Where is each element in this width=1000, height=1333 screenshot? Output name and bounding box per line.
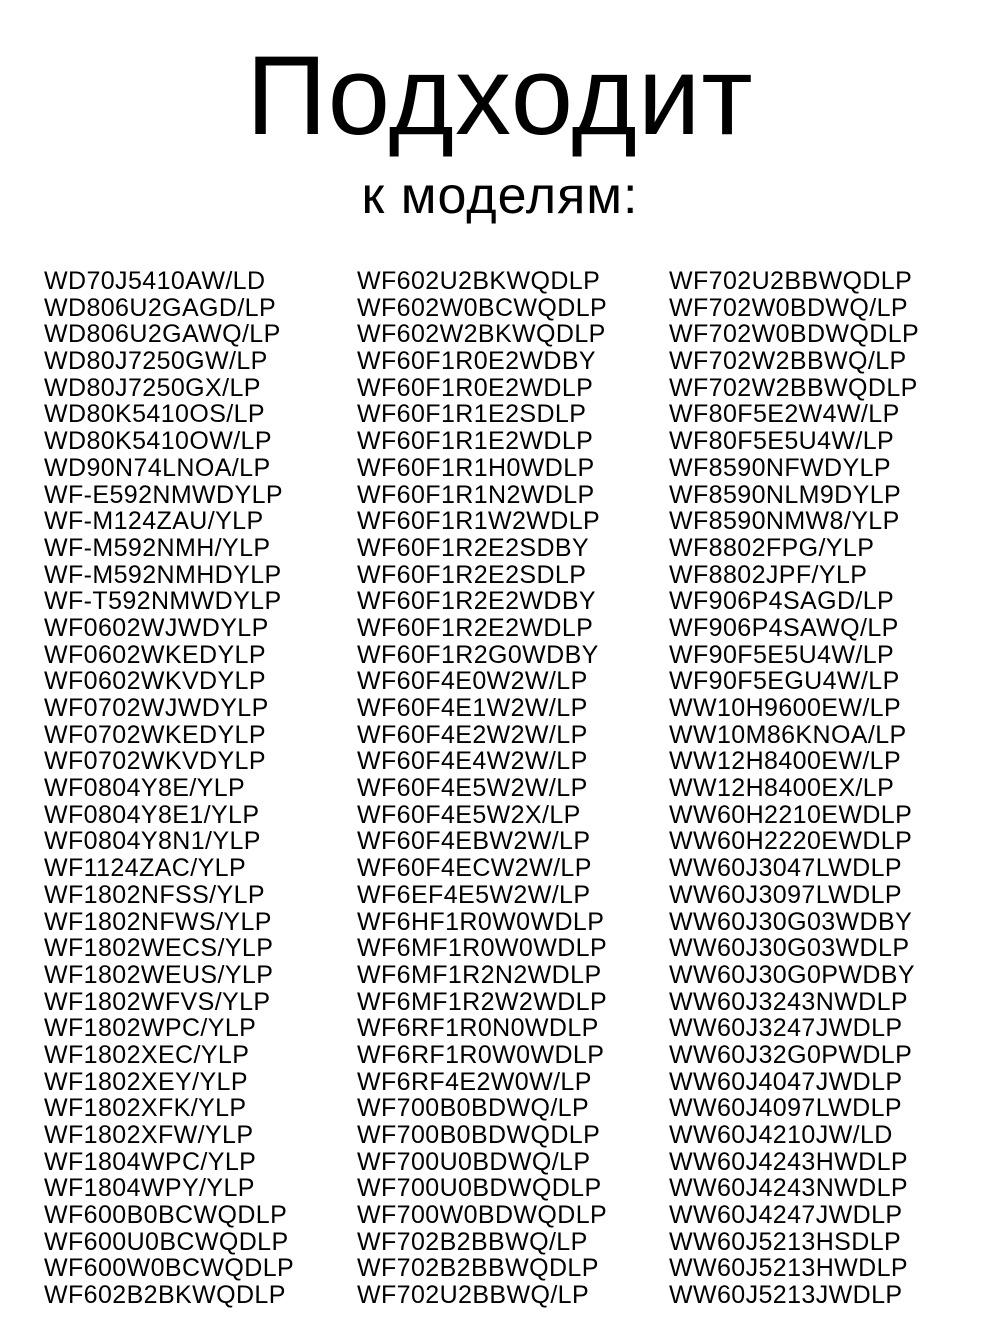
model-item: WF6MF1R0W0WDLP xyxy=(357,934,608,963)
model-item: WF60F1R0E2WDLP xyxy=(357,373,594,402)
model-item: WF702B2BBWQ/LP xyxy=(357,1227,588,1256)
model-item: WF1804WPY/YLP xyxy=(44,1174,255,1203)
model-item: WW60J5213HSDLP xyxy=(669,1227,902,1256)
model-item: WF700W0BDWQDLP xyxy=(357,1201,608,1230)
model-item: WW60H2210EWDLP xyxy=(669,800,913,829)
model-item: WF0602WJWDYLP xyxy=(44,613,269,642)
model-item: WF60F1R1E2WDLP xyxy=(357,427,594,456)
model-item: WF60F4E1W2W/LP xyxy=(357,694,588,722)
model-item: WF6RF1R0W0WDLP xyxy=(357,1040,605,1069)
model-item: WF6MF1R2W2WDLP xyxy=(357,987,608,1016)
model-item: WF0804Y8E1/YLP xyxy=(44,800,260,829)
model-item: WF60F1R1H0WDLP xyxy=(357,453,595,482)
model-item: WF702U2BBWQ/LP xyxy=(357,1281,590,1310)
model-item: WF700B0BDWQ/LP xyxy=(357,1094,590,1123)
model-item: WF6EF4E5W2W/LP xyxy=(357,880,591,909)
model-item: WD80K5410OW/LP xyxy=(44,427,272,456)
model-item: WF1802XFW/YLP xyxy=(44,1121,254,1149)
model-item: WF906P4SAWQ/LP xyxy=(669,613,899,642)
model-item: WF702W0BDWQ/LP xyxy=(669,293,908,322)
model-item: WW60J3247JWDLP xyxy=(669,1014,903,1043)
model-item: WF0702WKEDYLP xyxy=(44,720,266,749)
model-item: WF6RF1R0N0WDLP xyxy=(357,1014,599,1043)
model-item: WF8590NLM9DYLP xyxy=(669,480,902,509)
model-item: WF-M592NMH/YLP xyxy=(44,533,271,562)
model-item: WW60J4047JWDLP xyxy=(669,1067,903,1096)
model-item: WF8590NFWDYLP xyxy=(669,453,891,482)
model-item: WF1802WPC/YLP xyxy=(44,1014,257,1043)
model-item: WF0702WJWDYLP xyxy=(44,694,269,722)
model-item: WF60F4E5W2W/LP xyxy=(357,774,588,803)
model-item: WW60J30G0PWDBY xyxy=(669,960,915,989)
model-item: WW12H8400EW/LP xyxy=(669,747,902,776)
model-item: WF702W2BBWQDLP xyxy=(669,373,918,402)
model-item: WF-M592NMHDYLP xyxy=(44,560,282,589)
model-item: WW12H8400EX/LP xyxy=(669,774,895,803)
model-item: WD70J5410AW/LD xyxy=(44,267,266,295)
model-item: WF1802NFWS/YLP xyxy=(44,907,272,936)
model-item: WF60F4E2W2W/LP xyxy=(357,720,588,749)
model-item: WW60J3047LWDLP xyxy=(669,854,902,883)
model-column-1 xyxy=(44,268,294,1309)
model-item: WF90F5EGU4W/LP xyxy=(669,667,900,696)
model-item: WF0602WKEDYLP xyxy=(44,640,266,669)
model-item: WF90F5E5U4W/LP xyxy=(669,640,895,669)
model-item: WF60F1R2E2WDLP xyxy=(357,613,594,642)
page-subtitle: к моделям: xyxy=(361,167,639,225)
model-item: WF700U0BDWQDLP xyxy=(357,1174,602,1203)
model-item: WF1124ZAC/YLP xyxy=(44,854,247,883)
model-item: WF8802FPG/YLP xyxy=(669,533,875,562)
model-item: WF600B0BCWQDLP xyxy=(44,1201,288,1230)
model-item: WF702W0BDWQDLP xyxy=(669,320,920,349)
model-item: WF602B2BKWQDLP xyxy=(44,1281,286,1310)
model-item: WF600W0BCWQDLP xyxy=(44,1254,295,1283)
model-item: WF702W2BBWQ/LP xyxy=(669,347,907,376)
model-item: WF0602WKVDYLP xyxy=(44,667,266,696)
model-item: WF700U0BDWQ/LP xyxy=(357,1147,591,1176)
model-item: WW60J5213JWDLP xyxy=(669,1281,903,1310)
model-item: WF60F4E5W2X/LP xyxy=(357,800,581,829)
model-column-2 xyxy=(357,268,607,1309)
model-item: WW60J3097LWDLP xyxy=(669,880,902,909)
model-item: WF0702WKVDYLP xyxy=(44,747,266,776)
model-item: WF80F5E5U4W/LP xyxy=(669,427,895,456)
model-item: WF-T592NMWDYLP xyxy=(44,587,282,616)
model-item: WW60J4210JW/LD xyxy=(669,1121,893,1149)
model-item: WD806U2GAGD/LP xyxy=(44,293,277,322)
model-item: WF602W0BCWQDLP xyxy=(357,293,608,322)
model-item: WF1802XEY/YLP xyxy=(44,1067,248,1096)
model-item: WD80J7250GX/LP xyxy=(44,373,261,402)
model-item: WF6HF1R0W0WDLP xyxy=(357,907,605,936)
model-item: WF6RF4E2W0W/LP xyxy=(357,1067,592,1096)
model-item: WF60F4EBW2W/LP xyxy=(357,827,591,856)
model-item: WW60J3243NWDLP xyxy=(669,987,908,1016)
model-item: WF1802XFK/YLP xyxy=(44,1094,247,1123)
model-item: WF1802WECS/YLP xyxy=(44,934,274,963)
model-item: WF1802WFVS/YLP xyxy=(44,987,271,1016)
model-item: WW60J32G0PWDLP xyxy=(669,1040,913,1069)
model-item: WF1802NFSS/YLP xyxy=(44,880,265,909)
model-item: WD80K5410OS/LP xyxy=(44,400,265,429)
model-item: WF-M124ZAU/YLP xyxy=(44,507,264,536)
model-item: WF60F1R1W2WDLP xyxy=(357,507,601,536)
model-item: WW10M86KNOA/LP xyxy=(669,720,907,749)
model-item: WF700B0BDWQDLP xyxy=(357,1121,601,1149)
model-item: WW60J4247JWDLP xyxy=(669,1201,903,1230)
model-item: WF0804Y8N1/YLP xyxy=(44,827,261,856)
model-item: WF1802WEUS/YLP xyxy=(44,960,274,989)
model-item: WW60J5213HWDLP xyxy=(669,1254,908,1283)
model-item: WF702U2BBWQDLP xyxy=(669,267,913,295)
model-item: WF1802XEC/YLP xyxy=(44,1040,250,1069)
model-item: WF600U0BCWQDLP xyxy=(44,1227,289,1256)
model-item: WF60F4E0W2W/LP xyxy=(357,667,588,696)
model-item: WF60F1R2E2WDBY xyxy=(357,587,596,616)
model-item: WW60J4243HWDLP xyxy=(669,1147,908,1176)
model-item: WF60F1R2E2SDBY xyxy=(357,533,590,562)
model-item: WF602U2BKWQDLP xyxy=(357,267,601,295)
model-item: WF60F4ECW2W/LP xyxy=(357,854,592,883)
model-item: WF-E592NMWDYLP xyxy=(44,480,283,509)
model-item: WF0804Y8E/YLP xyxy=(44,774,246,803)
model-item: WW60H2220EWDLP xyxy=(669,827,913,856)
model-item: WF60F1R2G0WDBY xyxy=(357,640,599,669)
model-item: WF60F1R1N2WDLP xyxy=(357,480,595,509)
model-item: WD806U2GAWQ/LP xyxy=(44,320,281,349)
model-item: WF1804WPC/YLP xyxy=(44,1147,257,1176)
model-item: WW60J30G03WDLP xyxy=(669,934,910,963)
model-column-3 xyxy=(669,268,919,1309)
model-item: WF6MF1R2N2WDLP xyxy=(357,960,602,989)
model-item: WF60F1R0E2WDBY xyxy=(357,347,596,376)
model-item: WF906P4SAGD/LP xyxy=(669,587,895,616)
model-item: WF702B2BBWQDLP xyxy=(357,1254,599,1283)
model-list xyxy=(0,268,1000,1318)
model-item: WW60J4097LWDLP xyxy=(669,1094,902,1123)
model-item: WF80F5E2W4W/LP xyxy=(669,400,900,429)
model-item: WF602W2BKWQDLP xyxy=(357,320,606,349)
model-item: WF8590NMW8/YLP xyxy=(669,507,900,536)
model-item: WW60J4243NWDLP xyxy=(669,1174,908,1203)
model-item: WF60F1R1E2SDLP xyxy=(357,400,587,429)
model-item: WD80J7250GW/LP xyxy=(44,347,268,376)
model-item: WF8802JPF/YLP xyxy=(669,560,868,589)
page-title: Подходит xyxy=(246,33,754,158)
model-item: WW10H9600EW/LP xyxy=(669,694,902,722)
model-item: WD90N74LNOA/LP xyxy=(44,453,271,482)
model-item: WW60J30G03WDBY xyxy=(669,907,913,936)
model-item: WF60F1R2E2SDLP xyxy=(357,560,587,589)
model-item: WF60F4E4W2W/LP xyxy=(357,747,588,776)
